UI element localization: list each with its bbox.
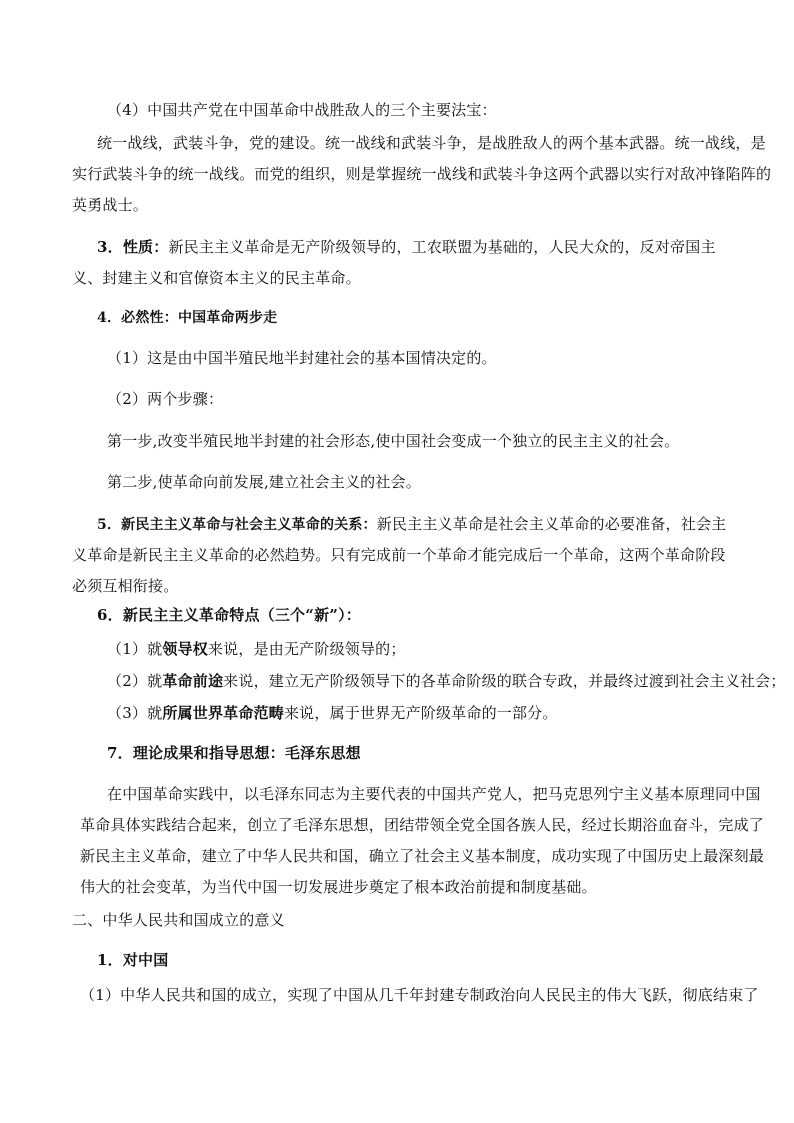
paragraph-line: （1）中华人民共和国的成立，实现了中国从几千年封建专制政治向人民民主的伟大飞跃，彻底结束了 bbox=[80, 986, 759, 1004]
list-item: （2）两个步骤： bbox=[107, 390, 224, 408]
subsection-heading: 1．对中国 bbox=[97, 951, 169, 969]
list-item bbox=[107, 639, 406, 659]
list-item-prefix: （3）就 bbox=[107, 704, 163, 722]
list-item bbox=[107, 703, 558, 723]
section-7-heading: 7．理论成果和指导思想：毛泽东思想 bbox=[107, 744, 361, 762]
list-item-keyword: 所属世界革命范畴 bbox=[162, 704, 284, 722]
section-5-label: 5．新民主主义革命与社会主义革命的关系： bbox=[97, 517, 377, 533]
list-item-text: 来说，是由无产阶级领导的； bbox=[207, 640, 406, 658]
section-heading: 二、中华人民共和国成立的意义 bbox=[72, 911, 285, 929]
section-5-line: 义革命是新民主主义革命的必然趋势。只有完成前一个革命才能完成后一个革命，这两个革命阶段 bbox=[72, 546, 726, 564]
section-3-line bbox=[97, 237, 716, 257]
list-item bbox=[107, 671, 786, 691]
paragraph-line: 革命具体实践结合起来，创立了毛泽东思想，团结带领全党全国各族人民，经过长期浴血奋斗，完成了 bbox=[80, 816, 765, 834]
section-6-heading: 6．新民主主义革命特点（三个“新”）： bbox=[97, 606, 361, 624]
list-item: （1）这是由中国半殖民地半封建社会的基本国情决定的。 bbox=[107, 349, 497, 367]
paragraph-line: 英勇战士。 bbox=[72, 196, 149, 214]
list-item-keyword: 革命前途 bbox=[162, 672, 224, 690]
section-3-line: 义、封建主义和官僚资本主义的民主革命。 bbox=[72, 269, 361, 287]
section-3-label: 3．性质： bbox=[97, 238, 169, 256]
section-5-line bbox=[97, 514, 726, 535]
paragraph-line: 实行武装斗争的统一战线。而党的组织，则是掌握统一战线和武装斗争这两个武器以实行对敌冲锋陷阵的 bbox=[72, 165, 772, 183]
section-5-line: 必须互相衔接。 bbox=[72, 577, 179, 595]
step-line: 第一步,改变半殖民地半封建的社会形态,使中国社会变成一个独立的民主主义的社会。 bbox=[107, 432, 680, 450]
paragraph-line: 新民主主义革命，建立了中华人民共和国，确立了社会主义基本制度，成功实现了中国历史上最深刻最 bbox=[80, 847, 765, 865]
section-4-heading: 4．必然性：中国革命两步走 bbox=[97, 310, 278, 326]
section-3-text: 新民主主义革命是无产阶级领导的，工农联盟为基础的，人民大众的，反对帝国主 bbox=[168, 238, 716, 256]
list-item-text: 来说，属于世界无产阶级革命的一部分。 bbox=[283, 704, 558, 722]
paragraph-line: 统一战线，武装斗争，党的建设。统一战线和武装斗争，是战胜敌人的两个基本武器。统一战线，是 bbox=[97, 134, 766, 152]
paragraph-line: 伟大的社会变革，为当代中国一切发展进步奠定了根本政治前提和制度基础。 bbox=[80, 878, 597, 896]
list-item-prefix: （2）就 bbox=[107, 672, 163, 690]
section-5-text: 新民主主义革命是社会主义革命的必要准备，社会主 bbox=[376, 515, 727, 533]
list-item-prefix: （1）就 bbox=[107, 640, 163, 658]
paragraph-heading: （4）中国共产党在中国革命中战胜敌人的三个主要法宝： bbox=[107, 101, 497, 119]
paragraph-line: 在中国革命实践中，以毛泽东同志为主要代表的中国共产党人，把马克思列宁主义基本原理同中国 bbox=[107, 785, 761, 803]
list-item-keyword: 领导权 bbox=[162, 640, 208, 658]
step-line: 第二步,使革命向前发展,建立社会主义的社会。 bbox=[107, 473, 421, 491]
list-item-text: 来说，建立无产阶级领导下的各革命阶级的联合专政，并最终过渡到社会主义社会； bbox=[223, 672, 786, 690]
